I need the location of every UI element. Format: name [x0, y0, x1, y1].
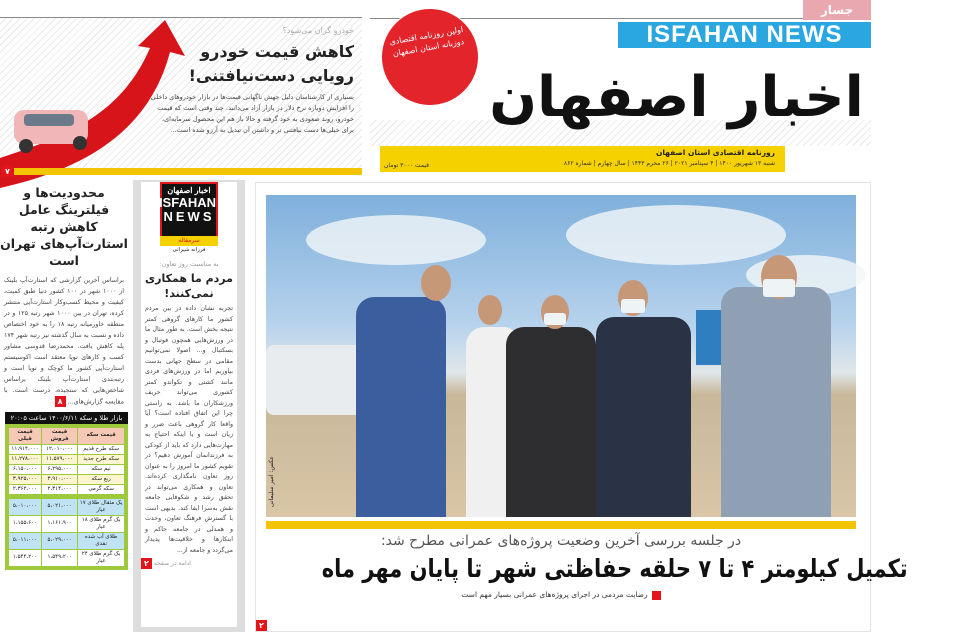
price-cell-sell: ۲،۳۱۴،۰۰۰ [42, 484, 78, 494]
price-cell-name: سکه طرح جدید [78, 454, 125, 464]
col-header-sell: قیمت فروش [42, 427, 78, 444]
price-row [9, 532, 125, 549]
price-cell-prev: ۳،۹۲۵،۰۰۰ [9, 474, 42, 484]
seal-badge: اولین روزنامه اقتصادی دوزبانه استان اصفهان [378, 5, 482, 109]
price-cell-sell: ۱۱،۵۷۹،۰۰۰ [42, 454, 78, 464]
logo-en-2: NEWS [163, 209, 215, 224]
price-cell-sell: ۵،۰۲۱،۰۰۰ [42, 498, 78, 515]
main-kicker: در جلسه بررسی آخرین وضعیت پروژه‌های عمرانی مطرح شد: [380, 533, 742, 549]
editorial-column [133, 180, 245, 632]
isfahan-news-logo [160, 182, 218, 255]
price-cell-prev: ۱،۵۴۴،۲۰۰ [9, 549, 42, 566]
price-cell-sell: ۱،۵۴۹،۲۰۰ [42, 549, 78, 566]
startup-body-wrap [0, 275, 128, 408]
continue-link[interactable] [141, 558, 191, 569]
main-headline[interactable]: تکمیل کیلومتر ۴ تا ۷ حلقه حفاظتی شهر تا پایان مهر ماه [321, 554, 908, 583]
price-row [9, 484, 125, 494]
price-cell-name: یک گرم طلای ۲۴ عیار [78, 549, 125, 566]
price-cell-prev: ۵،۰۱۱،۰۰۰ [9, 532, 42, 549]
red-square-icon [652, 591, 661, 600]
price-cell-prev: ۲،۳۶۲،۰۰۰ [9, 484, 42, 494]
startup-headline[interactable]: محدودیت‌ها و فیلترینگ عامل کاهش رتبه استارت‌آپ‌های تهران است [0, 185, 128, 268]
gold-market-title: بازار طلا و سکه ۱۴۰۰/۶/۱۱ ساعت ۲۰:۰۵ [5, 412, 128, 424]
price-row [9, 444, 125, 454]
main-headline-box [266, 551, 908, 587]
masthead-dateline: شنبه ۱۳ شهریور ۱۴۰۰ | ۴ سپتامبر ۲۰۲۱ | ۲۶ محرم ۱۴۴۳ | سال چهارم | شماره ۸۶۲ [563, 160, 775, 167]
jesar-badge: جسار [803, 0, 871, 20]
col-header-coin: قیمت سکه [78, 427, 125, 444]
yellow-divider [14, 168, 362, 175]
price-cell-prev: ۱۱،۹۱۴،۰۰۰ [9, 444, 42, 454]
photo-credit: عکس: امیر سلیمانی [268, 455, 275, 507]
teaser-body: بسیاری از کارشناسان دلیل جهش ناگهانی قیمت‌ها در بازار خودروهای داخلی را افزایش دوباره نرخ دلار در بازار آزاد می‌دانند. چند وقتی است که قیمت خودرو، روند صعودی به خود گرفته و حالا باز هم این محصول سرمایه‌ای، برای خیلی‌ها دست نیافتنی تر و داشتن آن تبدیل به آرزو شده است... [150, 93, 354, 134]
price-cell-name: یک گرم طلای ۱۸ عیار [78, 515, 125, 532]
editorial-author: فرزانه شیرانی [160, 246, 218, 255]
price-cell-prev: ۱،۱۵۵،۶۰۰ [9, 515, 42, 532]
page-number-badge: ۲ [256, 620, 267, 631]
editorial-title[interactable]: مردم ما همکاری نمی‌کنند! [145, 272, 233, 300]
officials-site-visit-photo[interactable] [266, 195, 856, 517]
price-cell-prev: ۱۱،۲۷۸،۰۰۰ [9, 454, 42, 464]
masthead-subtitle: روزنامه اقتصادی استان اصفهان [655, 148, 775, 157]
col-header-prev: قیمت قبلی [9, 427, 42, 444]
teaser-kicker: خودرو گران می‌شود؟ [282, 26, 354, 35]
main-story [255, 182, 908, 632]
startup-article [0, 180, 128, 570]
price-cell-sell: ۶،۲۹۵،۰۰۰ [42, 464, 78, 474]
continue-label: ادامه در صفحه [153, 560, 191, 567]
price-row [9, 464, 125, 474]
main-text-block [266, 531, 908, 601]
logo-block [160, 182, 218, 236]
editorial-body: تجربه نشان داده در بین مردم کشور ما کارهای گروهی کمتر نتیجه بخش است. به طور مثال ما در ورزش‌هایی همچون فوتبال و بسکتبال و... اصولا نمی‌توانیم مقامی در سطح جهانی بدست بیاوریم اما در ورزش‌های فردی مانند کشتی و تکواندو کمتر کشوری می‌تواند حریف ورزشکاران ما باشد. به راستی چرا این اتفاق افتاده است؟ آیا واقعا کار گروهی باعث ضرر و زیان است و یا اینکه احتیاج به مهارت‌هایی دارد که باید از کودکی به فرزندانمان آموزش دهیم؟ در تقویم کشور ما امروز را به عنوان روز تعاون نامگذاری کرده‌اند. تعاون و همکاری می‌تواند در تحقق رشد و شکوفایی جامعه نقش به‌سزا ایفا کند. بدیهی است با گسترش فرهنگ تعاون، وحدت و همدلی در جامعه حاکم و ابتکارها و خلاقیت‌ها پدیدار می‌گردد و جامعه از... [145, 305, 233, 554]
price-cell-name: طلای آب شده نقدی [78, 532, 125, 549]
price-cell-sell: ۵،۰۲۹،۰۰۰ [42, 532, 78, 549]
logo-en-1: ISFAHAN [158, 195, 216, 210]
gold-coin-price-table [5, 424, 128, 570]
yellow-divider [266, 521, 856, 529]
editorial-card [141, 182, 237, 627]
price-cell-name: یک مثقال طلای ۱۷ عیار [78, 498, 125, 515]
startup-body: براساس آخرین گزارشی که استارت‌آپ بلینک از ۱۰۰۰ شهر در ۱۰۰ کشور دنیا طبق کمیت، کیفیت و محیط کسب‌وکار استارت‌آپی منتشر کرده، تهران در بین ۱۰۰۰ شهر رتبه ۱۲۵ و در منطقه خاورمیانه رتبه ۱۸ را به خود اختصاص داده و نسبت به سال گذشته نیز رتبه شهر ۱۷۴ پله کاهش یافت. محمدرضا قدوسی مشاور کسب و کارهای نوپا معتقد است اکوسیستم استارت‌آپی کشور ما کوچک و نوپا است و رتبه‌بندی استارت‌آپ بلینک براساس شاخص‌هایی که سنجیده، درست است. با مقایسه گزارش‌های... [4, 277, 124, 406]
price-cell-sell: ۱،۱۶۱،۹۰۰ [42, 515, 78, 532]
newspaper-logo: اخبار اصفهان [489, 65, 864, 130]
page-number-badge: ۲ [141, 558, 152, 569]
car-price-teaser[interactable] [0, 17, 362, 175]
masthead-price: قیمت ۳۰۰۰ تومان [384, 162, 429, 169]
person [356, 297, 446, 517]
price-row [9, 549, 125, 566]
editorial-tag: سرمقاله [160, 236, 218, 246]
english-title: ISFAHAN NEWS [618, 22, 871, 48]
price-cell-sell: ۳،۹۱۰،۰۰۰ [42, 474, 78, 484]
price-cell-prev: ۵،۰۱۰،۰۰۰ [9, 498, 42, 515]
price-row [9, 498, 125, 515]
price-cell-name: سکه طرح قدیم [78, 444, 125, 454]
page-number-badge: ۷ [2, 166, 13, 177]
price-cell-sell: ۱۲،۰۱۰،۰۰۰ [42, 444, 78, 454]
price-row [9, 515, 125, 532]
price-row [9, 474, 125, 484]
editorial-kicker: به مناسبت روز تعاون: [159, 260, 219, 268]
price-cell-name: ربع سکه [78, 474, 125, 484]
price-cell-prev: ۶،۱۵۰،۰۰۰ [9, 464, 42, 474]
main-subpoint [461, 589, 660, 601]
masthead [370, 0, 871, 178]
price-cell-name: نیم سکه [78, 464, 125, 474]
price-cell-name: سکه گرمی [78, 484, 125, 494]
price-row [9, 454, 125, 464]
subpoint-text: رضایت مردمی در اجرای پروژه‌های عمرانی بسیار مهم است [461, 590, 648, 599]
teaser-title[interactable]: کاهش قیمت خودرو رویایی دست‌نیافتنی! [188, 42, 354, 85]
logo-fa: اخبار اصفهان [167, 186, 211, 195]
page-number-badge: ۸ [55, 396, 66, 407]
